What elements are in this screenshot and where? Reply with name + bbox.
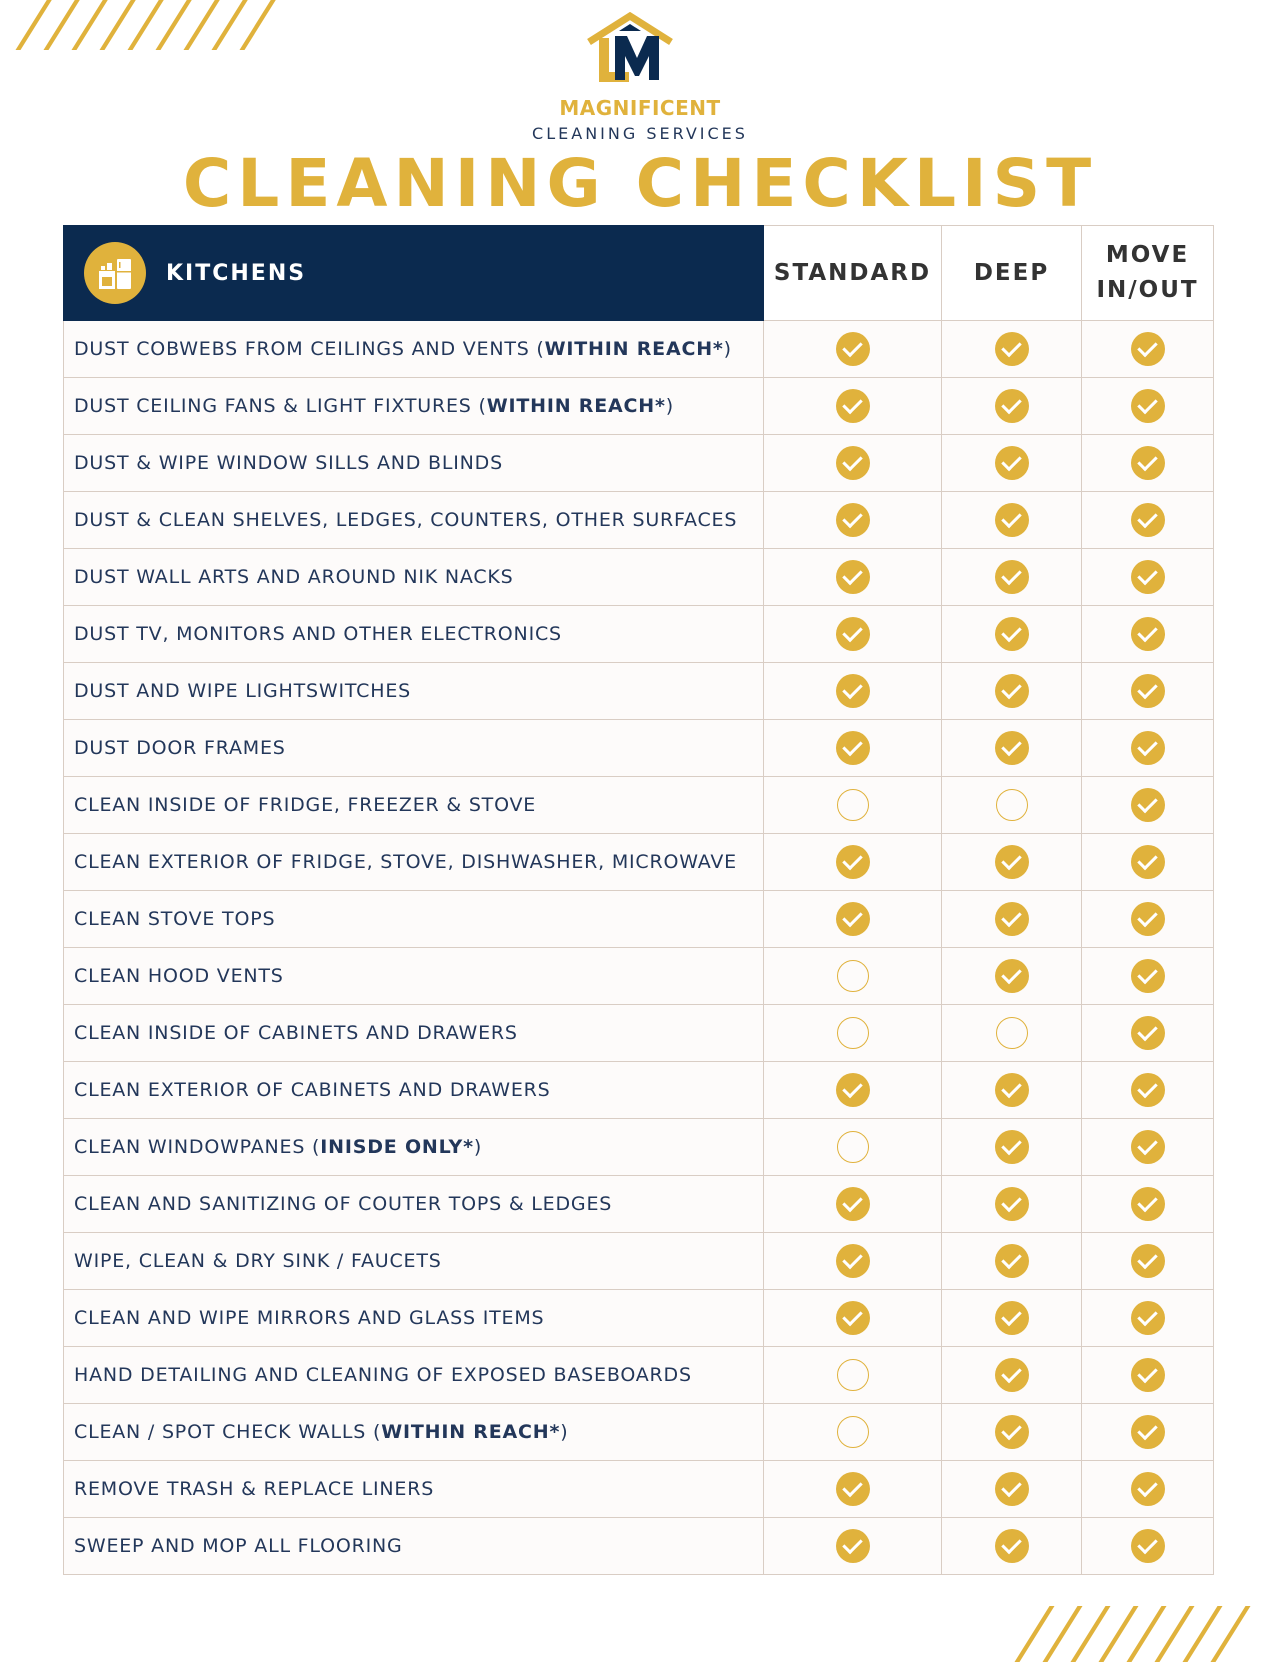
checkmark-icon [1131, 1244, 1165, 1278]
checkmark-icon [995, 1301, 1029, 1335]
mark-cell-standard [764, 948, 942, 1005]
mark-cell-deep [942, 492, 1082, 549]
checkmark-icon [836, 1073, 870, 1107]
checkmark-icon [836, 902, 870, 936]
checkmark-icon [995, 1244, 1029, 1278]
mark-cell-move-in-out [1082, 1518, 1214, 1575]
mark-cell-deep [942, 378, 1082, 435]
checkmark-icon [995, 731, 1029, 765]
checkmark-icon [836, 674, 870, 708]
task-label: HAND DETAILING AND CLEANING OF EXPOSED BASEBOARDS [64, 1347, 764, 1404]
checkmark-icon [1131, 1415, 1165, 1449]
mark-cell-move-in-out [1082, 606, 1214, 663]
table-row [64, 663, 1214, 720]
mark-cell-standard [764, 378, 942, 435]
mark-cell-move-in-out [1082, 1119, 1214, 1176]
mark-cell-deep [942, 1404, 1082, 1461]
checkmark-icon [1131, 959, 1165, 993]
table-row [64, 1233, 1214, 1290]
mark-cell-move-in-out [1082, 1461, 1214, 1518]
brand-subtitle: CLEANING SERVICES [532, 124, 748, 143]
mark-cell-standard [764, 834, 942, 891]
checkmark-icon [836, 560, 870, 594]
empty-circle-icon [837, 960, 869, 992]
checkmark-icon [995, 674, 1029, 708]
mark-cell-move-in-out [1082, 891, 1214, 948]
mark-cell-standard [764, 1347, 942, 1404]
checkmark-icon [836, 1529, 870, 1563]
checkmark-icon [1131, 1472, 1165, 1506]
task-label: DUST AND WIPE LIGHTSWITCHES [64, 663, 764, 720]
mark-cell-deep [942, 663, 1082, 720]
mark-cell-standard [764, 1005, 942, 1062]
mark-cell-standard [764, 435, 942, 492]
table-row [64, 1119, 1214, 1176]
mark-cell-move-in-out [1082, 834, 1214, 891]
mark-cell-deep [942, 948, 1082, 1005]
checkmark-icon [995, 1073, 1029, 1107]
empty-circle-icon [837, 1359, 869, 1391]
mark-cell-move-in-out [1082, 378, 1214, 435]
mark-cell-standard [764, 1176, 942, 1233]
checkmark-icon [995, 1130, 1029, 1164]
table-row [64, 1176, 1214, 1233]
house-logo-icon [585, 12, 675, 84]
checkmark-icon [995, 617, 1029, 651]
checkmark-icon [1131, 560, 1165, 594]
mark-cell-move-in-out [1082, 948, 1214, 1005]
task-label: DUST WALL ARTS AND AROUND NIK NACKS [64, 549, 764, 606]
checkmark-icon [995, 1415, 1029, 1449]
mark-cell-standard [764, 1518, 942, 1575]
task-emphasis: INISDE ONLY* [320, 1136, 474, 1158]
table-row [64, 1461, 1214, 1518]
checkmark-icon [1131, 1358, 1165, 1392]
page-title: CLEANING CHECKLIST [182, 145, 1098, 222]
checkmark-icon [1131, 1016, 1165, 1050]
mark-cell-standard [764, 663, 942, 720]
mark-cell-standard [764, 1119, 942, 1176]
checkmark-icon [836, 1244, 870, 1278]
checkmark-icon [1131, 845, 1165, 879]
checkmark-icon [1131, 446, 1165, 480]
mark-cell-deep [942, 1233, 1082, 1290]
checkmark-icon [1131, 332, 1165, 366]
checkmark-icon [1131, 1187, 1165, 1221]
table-row [64, 1404, 1214, 1461]
mark-cell-deep [942, 1005, 1082, 1062]
table-row [64, 606, 1214, 663]
brand-name: MAGNIFICENT [559, 96, 721, 120]
table-row [64, 720, 1214, 777]
mark-cell-standard [764, 720, 942, 777]
checkmark-icon [995, 1472, 1029, 1506]
checkmark-icon [995, 389, 1029, 423]
checkmark-icon [995, 332, 1029, 366]
checkmark-icon [836, 503, 870, 537]
mark-cell-move-in-out [1082, 1233, 1214, 1290]
task-label: WIPE, CLEAN & DRY SINK / FAUCETS [64, 1233, 764, 1290]
checkmark-icon [995, 503, 1029, 537]
table-row [64, 948, 1214, 1005]
column-header-deep: DEEP [942, 226, 1082, 321]
checkmark-icon [1131, 389, 1165, 423]
mark-cell-move-in-out [1082, 1404, 1214, 1461]
task-label: SWEEP AND MOP ALL FLOORING [64, 1518, 764, 1575]
table-row [64, 777, 1214, 834]
mark-cell-deep [942, 435, 1082, 492]
table-row [64, 1518, 1214, 1575]
mark-cell-standard [764, 492, 942, 549]
task-emphasis: WITHIN REACH* [381, 1421, 561, 1443]
decorative-stripes-top [0, 0, 300, 56]
checkmark-icon [995, 1187, 1029, 1221]
checkmark-icon [836, 845, 870, 879]
mark-cell-move-in-out [1082, 1290, 1214, 1347]
mark-cell-move-in-out [1082, 492, 1214, 549]
task-label: DUST & WIPE WINDOW SILLS AND BLINDS [64, 435, 764, 492]
mark-cell-move-in-out [1082, 663, 1214, 720]
task-label: CLEAN HOOD VENTS [64, 948, 764, 1005]
checkmark-icon [1131, 788, 1165, 822]
mark-cell-deep [942, 891, 1082, 948]
mark-cell-move-in-out [1082, 1176, 1214, 1233]
empty-circle-icon [837, 1131, 869, 1163]
table-row [64, 435, 1214, 492]
mark-cell-standard [764, 1290, 942, 1347]
column-header-move-in-out: MOVE IN/OUT [1082, 226, 1214, 321]
checkmark-icon [995, 1358, 1029, 1392]
mark-cell-deep [942, 1062, 1082, 1119]
checkmark-icon [1131, 731, 1165, 765]
mark-cell-deep [942, 1290, 1082, 1347]
mark-cell-standard [764, 1233, 942, 1290]
checkmark-icon [836, 1301, 870, 1335]
checkmark-icon [995, 560, 1029, 594]
task-label: CLEAN STOVE TOPS [64, 891, 764, 948]
empty-circle-icon [837, 789, 869, 821]
category-label: KITCHENS [166, 260, 307, 286]
checkmark-icon [836, 1472, 870, 1506]
table-row [64, 1005, 1214, 1062]
task-label: CLEAN EXTERIOR OF CABINETS AND DRAWERS [64, 1062, 764, 1119]
task-label: CLEAN AND SANITIZING OF COUTER TOPS & LEDGES [64, 1176, 764, 1233]
task-label: DUST DOOR FRAMES [64, 720, 764, 777]
mark-cell-move-in-out [1082, 321, 1214, 378]
task-label: DUST TV, MONITORS AND OTHER ELECTRONICS [64, 606, 764, 663]
checkmark-icon [1131, 617, 1165, 651]
mark-cell-deep [942, 834, 1082, 891]
mark-cell-standard [764, 606, 942, 663]
table-row [64, 891, 1214, 948]
column-header-standard: STANDARD [764, 226, 942, 321]
checkmark-icon [836, 332, 870, 366]
mark-cell-standard [764, 321, 942, 378]
checkmark-icon [836, 389, 870, 423]
checkmark-icon [995, 902, 1029, 936]
task-label: REMOVE TRASH & REPLACE LINERS [64, 1461, 764, 1518]
checkmark-icon [995, 959, 1029, 993]
task-label: CLEAN / SPOT CHECK WALLS (WITHIN REACH*) [64, 1404, 764, 1461]
mark-cell-deep [942, 606, 1082, 663]
mark-cell-deep [942, 1461, 1082, 1518]
mark-cell-move-in-out [1082, 777, 1214, 834]
mark-cell-deep [942, 1119, 1082, 1176]
table-row [64, 1347, 1214, 1404]
task-label: CLEAN EXTERIOR OF FRIDGE, STOVE, DISHWASHER, MICROWAVE [64, 834, 764, 891]
mark-cell-move-in-out [1082, 1347, 1214, 1404]
empty-circle-icon [837, 1416, 869, 1448]
table-row [64, 321, 1214, 378]
empty-circle-icon [837, 1017, 869, 1049]
mark-cell-standard [764, 891, 942, 948]
mark-cell-move-in-out [1082, 1005, 1214, 1062]
mark-cell-deep [942, 1176, 1082, 1233]
task-label: CLEAN WINDOWPANES (INISDE ONLY*) [64, 1119, 764, 1176]
mark-cell-standard [764, 1404, 942, 1461]
checkmark-icon [1131, 1073, 1165, 1107]
decorative-stripes-bottom [1000, 1606, 1280, 1657]
task-label: DUST CEILING FANS & LIGHT FIXTURES (WITHIN REACH*) [64, 378, 764, 435]
mark-cell-deep [942, 321, 1082, 378]
checkmark-icon [836, 446, 870, 480]
mark-cell-standard [764, 1461, 942, 1518]
task-label: CLEAN INSIDE OF CABINETS AND DRAWERS [64, 1005, 764, 1062]
mark-cell-deep [942, 777, 1082, 834]
mark-cell-deep [942, 549, 1082, 606]
mark-cell-move-in-out [1082, 435, 1214, 492]
checklist-table [63, 225, 1214, 1575]
checkmark-icon [995, 1529, 1029, 1563]
checkmark-icon [836, 1187, 870, 1221]
table-row [64, 549, 1214, 606]
task-emphasis: WITHIN REACH* [486, 395, 666, 417]
task-label: DUST & CLEAN SHELVES, LEDGES, COUNTERS, OTHER SURFACES [64, 492, 764, 549]
checkmark-icon [1131, 503, 1165, 537]
category-header [64, 226, 764, 321]
checkmark-icon [836, 731, 870, 765]
checkmark-icon [995, 845, 1029, 879]
checkmark-icon [1131, 902, 1165, 936]
mark-cell-deep [942, 1347, 1082, 1404]
mark-cell-standard [764, 1062, 942, 1119]
mark-cell-standard [764, 549, 942, 606]
table-row [64, 492, 1214, 549]
checkmark-icon [1131, 1301, 1165, 1335]
table-row [64, 1062, 1214, 1119]
checkmark-icon [1131, 674, 1165, 708]
checkmark-icon [1131, 1529, 1165, 1563]
table-row [64, 1290, 1214, 1347]
empty-circle-icon [996, 789, 1028, 821]
table-header [64, 226, 1214, 321]
mark-cell-standard [764, 777, 942, 834]
mark-cell-move-in-out [1082, 720, 1214, 777]
empty-circle-icon [996, 1017, 1028, 1049]
kitchen-appliances-icon [84, 242, 146, 304]
table-row [64, 378, 1214, 435]
checkmark-icon [995, 446, 1029, 480]
task-label: CLEAN INSIDE OF FRIDGE, FREEZER & STOVE [64, 777, 764, 834]
checkmark-icon [836, 617, 870, 651]
mark-cell-deep [942, 720, 1082, 777]
mark-cell-move-in-out [1082, 1062, 1214, 1119]
task-label: CLEAN AND WIPE MIRRORS AND GLASS ITEMS [64, 1290, 764, 1347]
mark-cell-move-in-out [1082, 549, 1214, 606]
task-emphasis: WITHIN REACH* [544, 338, 724, 360]
table-row [64, 834, 1214, 891]
task-label: DUST COBWEBS FROM CEILINGS AND VENTS (WITHIN REACH*) [64, 321, 764, 378]
checkmark-icon [1131, 1130, 1165, 1164]
mark-cell-deep [942, 1518, 1082, 1575]
